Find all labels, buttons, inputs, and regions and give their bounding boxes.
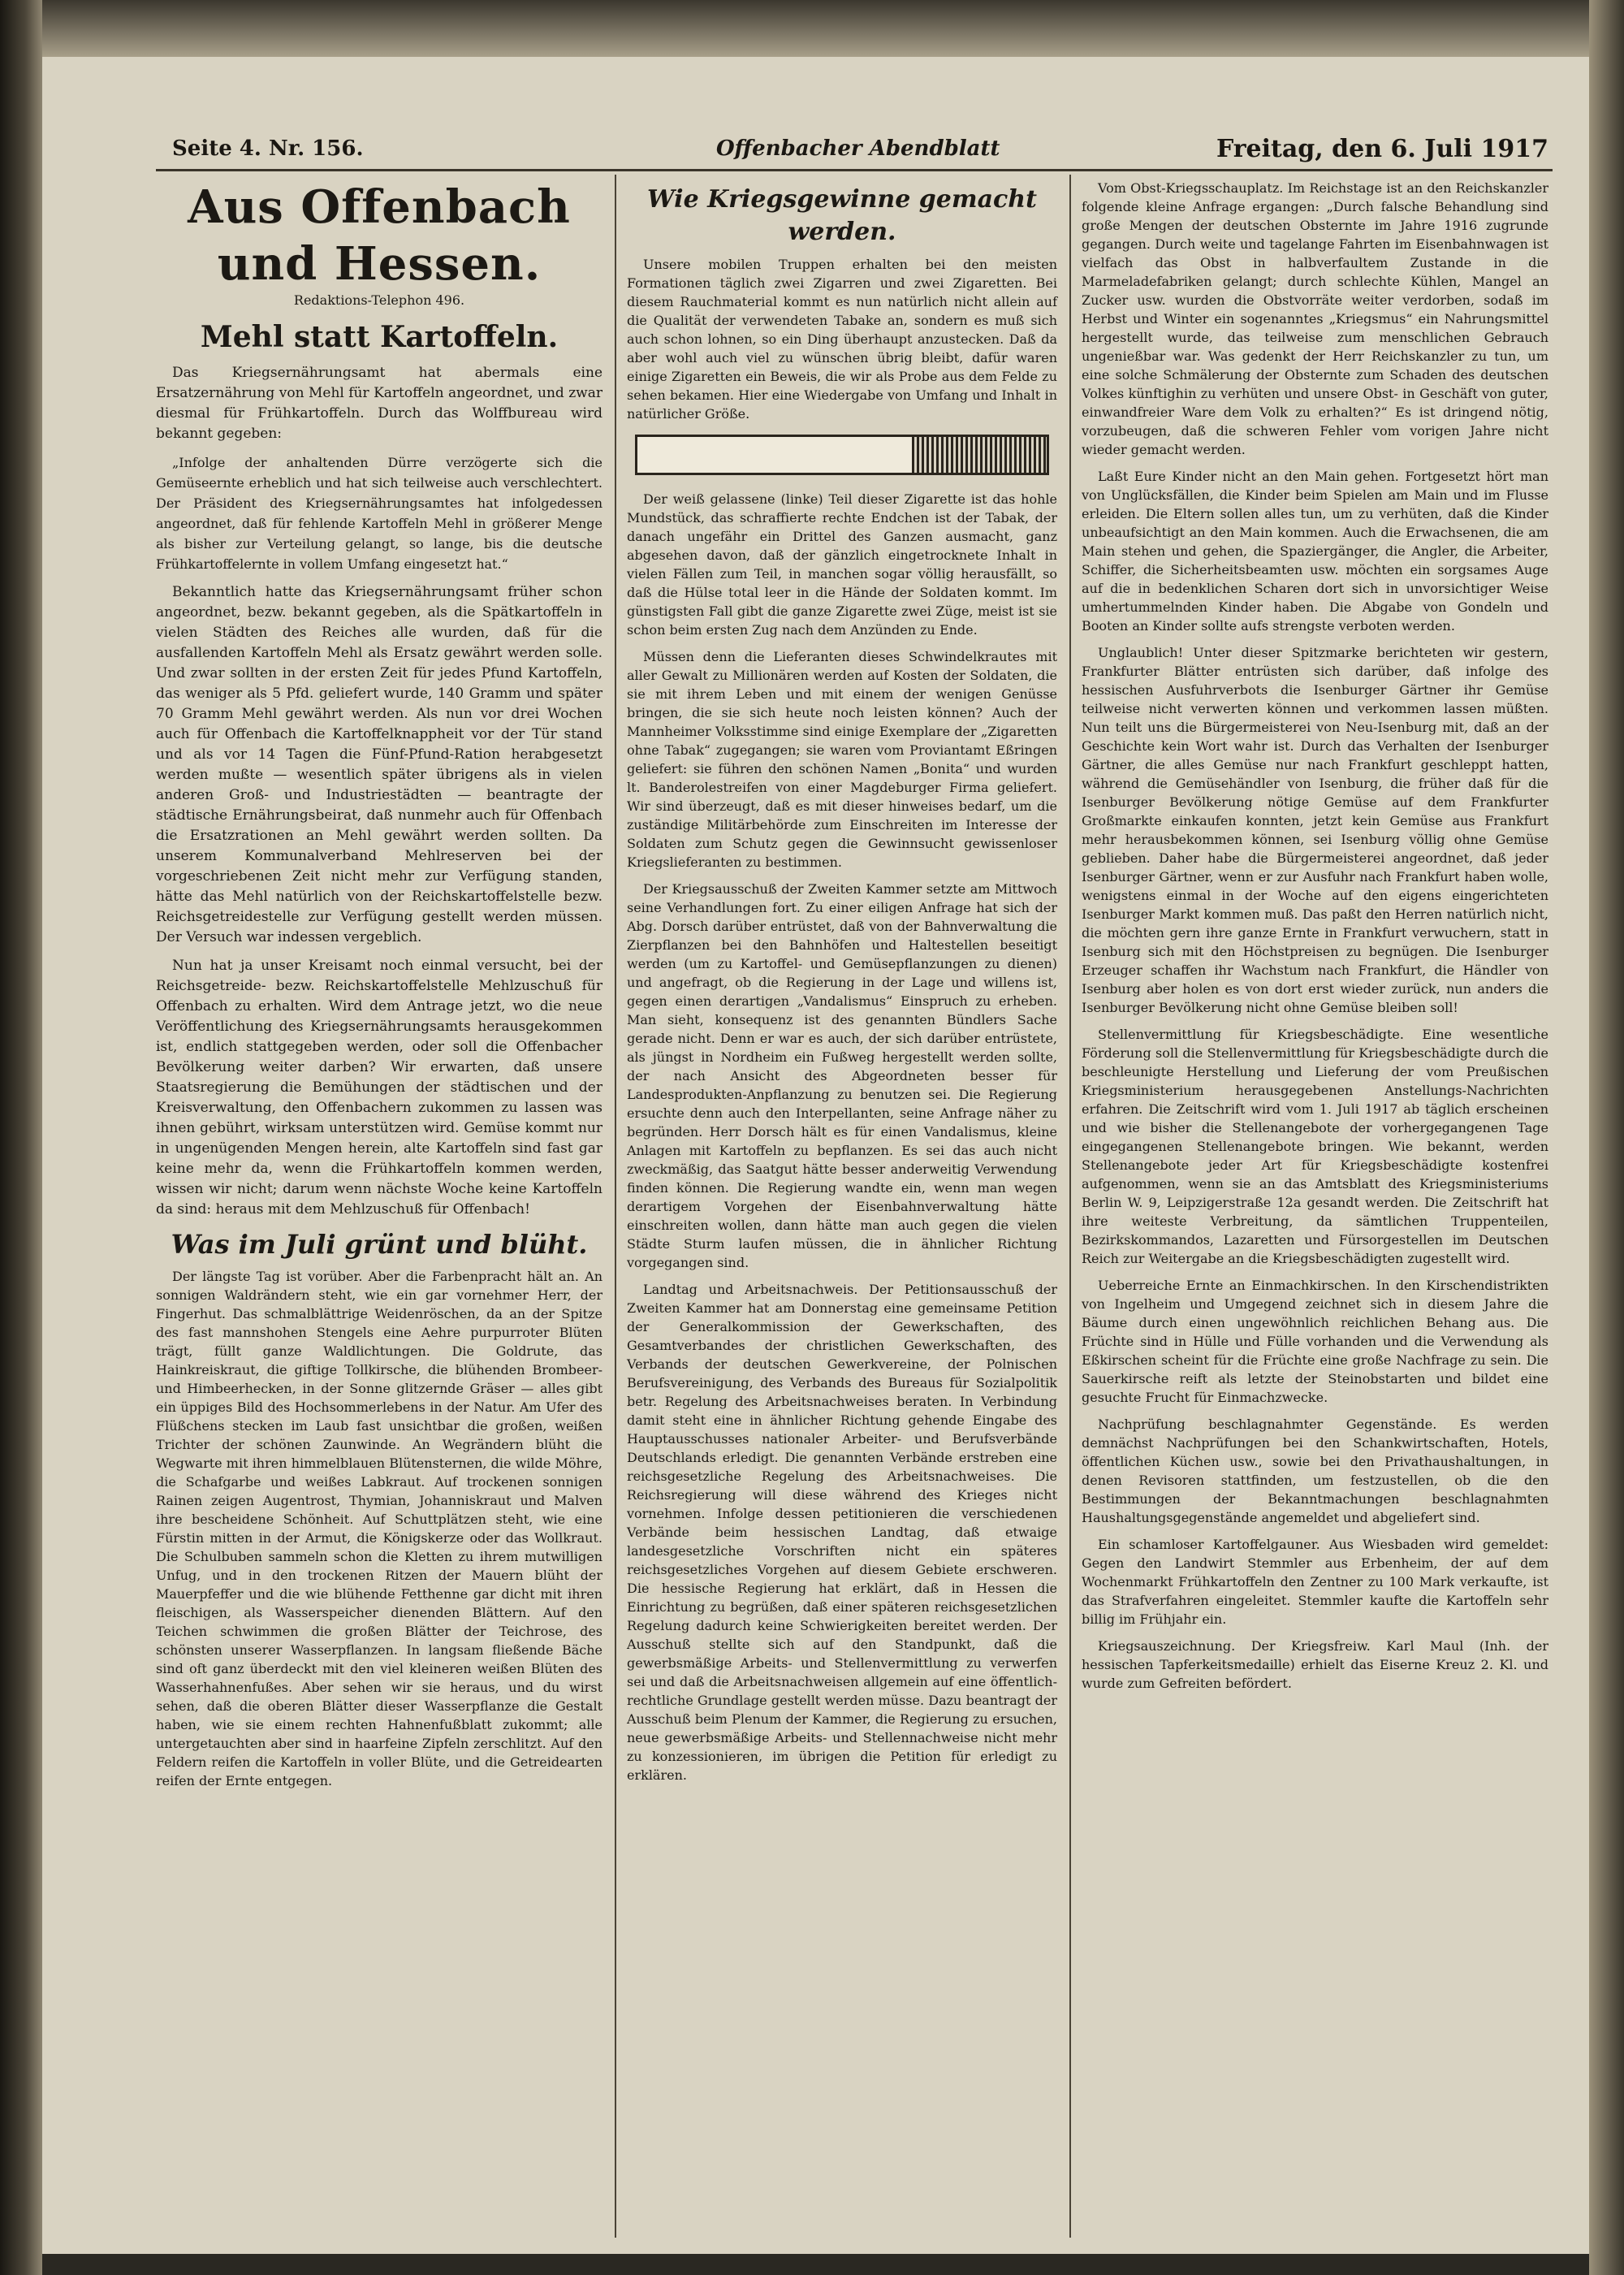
top-edge bbox=[42, 0, 1589, 57]
right-edge bbox=[1589, 0, 1624, 2275]
article-paragraph: Landtag und Arbeitsnachweis. Der Petitionsausschuß der Zweiten Kammer hat am Donnerstag eine gemeinsame Petition der Generalkommission der Gewerkschaften, des Gesamtverbandes der christlichen Gewerkschaften, des Verbands der deutschen Gewerkvereine, der Polnischen Berufsvereinigung, des Verbands des Bureaus für Sozialpolitik betr. Regelung des Arbeitsnachweises beraten. In Verbindung damit steht eine in ähnlicher Richtung gehende Eingabe des Hauptausschusses nationaler Arbeiter- und Berufsverbände Deutschlands erledigt. Die genannten Verbände erstreben eine reichsgesetzliche Regelung des Arbeitsnachweises. Die Reichsregierung will diese während des Krieges nicht vornehmen. Infolge dessen petitionieren die verschiedenen Verbände beim hessischen Landtag, daß etwaige landesgesetzliche Vorschriften nicht ein späteres reichsgesetzliches Vorgehen auf diesem Gebiete erschweren. Die hessische Regierung hat erklärt, daß in Hessen die Einrichtung zu begrüßen, daß einer späteren reichsgesetzlichen Regelung dadurch keine Schwierigkeiten bereitet werden. Der Ausschuß stellte sich auf den Standpunkt, daß die gewerbsmäßige Arbeits- und Stellenvermittlung zu verwerfen sei und daß die Arbeitsnachweisen allgemein auf eine öffentlich-rechtliche Grundlage gestellt werden müsse. Dazu beantragt der Ausschuß beim Plenum der Kammer, die Regierung zu ersuchen, neue gewerbsmäßige Arbeits- und Stellennachweise nicht mehr zu konzessionieren, im übrigen die Petition für erledigt zu erklären. bbox=[627, 1282, 1057, 1783]
article-paragraph: Der längste Tag ist vorüber. Aber die Farbenpracht hält an. An sonnigen Waldrändern steht, wie ein gar vornehmer Herr, der Fingerhut. Das schmalblättrige Weidenröschen, da an der Spitze des fast mannshohen Stengels eine Aehre purpurroter Blüten trägt, füllt ganze Waldlichtungen. Die Goldrute, das Hainkreiskraut, die giftige Tollkirsche, die blühenden Brombeer- und Himbeerhecken, in der Sonne glitzernde Gräser — alles gibt ein üppiges Bild des Hochsommerlebens in der Natur. Am Ufer des Flüßchens stecken im Laub fast unsichtbar die großen, weißen Trichter der schönen Zaunwinde. An Wegrändern blüht die Wegwarte mit ihren himmelblauen Blütensternen, die wilde Möhre, die Schafgarbe und weißes Labkraut. Auf trockenen sonnigen Rainen zeigen Augentrost, Thymian, Johanniskraut und Malven ihre bescheidene Schönheit. Auf Schuttplätzen steht, wie eine Fürstin mitten in der Armut, die Königskerze oder das Wollkraut. Die Schulbuben sammeln schon die Kletten zu ihrem mutwilligen Unfug, und in den trockenen Ritzen der Mauern blüht der Mauerpfeffer und die wie blühende Fetthenne gar dicht mit ihren fleischigen, als Wasserspeicher dienenden Blättern. Auf den Teichen schwimmen die großen Blätter der Teichrose, des schönsten unserer Wasserpflanzen. In langsam fließende Bäche sind oft ganz überdeckt mit den viel kleineren weißen Blüten des Wasserhahnenfußes. Aber sehen wir sie heraus, und du wirst sehen, daß die oberen Blätter dieser Wasserpflanze die Gestalt haben, wie sie einem rechten Hahnenfußblatt zukommt; alle untergetauchten aber sind in haarfeine Zipfeln zerschlitzt. Auf den Feldern reifen die Kartoffeln in voller Blüte, und die Getreidearten reifen der Ernte entgegen. bbox=[156, 1269, 603, 1788]
news-item: Ein schamloser Kartoffelgauner. Aus Wiesbaden wird gemeldet: Gegen den Landwirt Stemmler aus Erbenheim, der auf dem Wochenmarkt Frühkartoffeln den Zentner zu 100 Mark verkaufte, ist das Strafverfahren eingeleitet. Stemmler kaufte die Kartoffeln sehr billig im Frühjahr ein. bbox=[1082, 1537, 1548, 1627]
article-paragraph: Nun hat ja unser Kreisamt noch einmal versucht, bei der Reichsgetreide- bezw. Reichskartoffelstelle Mehlzuschuß für Offenbach zu erhalten. Wird dem Antrage jetzt, wo die neue Veröffentlichung des Kriegsernährungsamts herausgekommen ist, endlich stattgegeben werden, oder soll die Offenbacher Bevölkerung weiter darben? Wir erwarten, daß unsere Staatsregierung die Bemühungen der städtischen und der Kreisverwaltung, den Offenbachern zukommen zu lassen was ihnen gebührt, wirksam unterstützen wird. Gemüse kommt nur in ungenügenden Mengen herein, alte Kartoffeln sind fast gar keine mehr da, wenn die Frühkartoffeln kommen werden, wissen wir nicht; darum wenn nächste Woche keine Kartoffeln da sind: heraus mit dem Mehlzuschuß für Offenbach! bbox=[156, 958, 603, 1218]
column-divider-2 bbox=[1069, 175, 1071, 2238]
article-title-juli: Was im Juli grünt und blüht. bbox=[171, 1229, 588, 1260]
page-number-label: Seite 4. Nr. 156. bbox=[172, 136, 364, 161]
news-item: Unglaublich! Unter dieser Spitzmarke berichteten wir gestern, Frankfurter Blätter entrüsten sich darüber, daß infolge des hessischen Ausfuhrverbots die Isenburger Gärtner ihr Gemüse teilweise nicht verwerten können und verkommen lassen müßten. Nun teilt uns die Bürgermeisterei von Neu-Isenburg mit, daß an der Geschichte kein Wort wahr ist. Durch das Verhalten der Isenburger Gärtner, die alles Gemüse nur nach Frankfurt geschleppt hatten, während die Gemüsehändler von Isenburg, die früher daß für die Isenburger Bevölkerung nötige Gemüse auf dem Frankfurter Großmarkte einkaufen konnten, jetzt kein Gemüse aus Frankfurt mehr herausbekommen können, sei Isenburg völlig ohne Gemüse geblieben. Daher habe die Bürgermeisterei angeordnet, daß jeder Isenburger Gärtner, wenn er zur Ausfuhr nach Frankfurt haben wolle, wenigstens einmal in der Woche auf den eigens eingerichteten Isenburger Markt kommen muß. Das paßt den Herren natürlich nicht, die möchten gern ihre ganze Ernte in Frankfurt verwuchern, statt in Isenburg sich mit den Höchstpreisen zu begnügen. Die Isenburger Erzeuger schaffen ihr Wachstum nach Frankfurt, die Händler von Isenburg aber holen es von dort erst wieder zurück, nun anders die Isenburger Bevölkerung nicht ohne Gemüse bleiben soll! bbox=[1082, 645, 1548, 1015]
column-3 bbox=[1082, 179, 1548, 1701]
section-masthead: Aus Offenbach und Hessen. bbox=[188, 180, 571, 291]
news-item: Kriegsauszeichnung. Der Kriegsfreiw. Karl Maul (Inh. der hessischen Tapferkeitsmedaille) erhielt das Eiserne Kreuz 2. Kl. und wurde zum Gefreiten befördert. bbox=[1082, 1638, 1548, 1691]
news-item: Nachprüfung beschlagnahmter Gegenstände. Es werden demnächst Nachprüfungen bei den Schankwirtschaften, Hotels, öffentlichen Küchen usw., sowie bei den Privathaushaltungen, in denen Revisoren stattfinden, um festzustellen, ob die den Bestimmungen der Bekanntmachungen beschlagnahmten Haushaltungsgegenstände angemeldet und abgeliefert sind. bbox=[1082, 1416, 1548, 1525]
column-1 bbox=[156, 179, 603, 1798]
paper-name: Offenbacher Abendblatt bbox=[716, 136, 1000, 161]
article-paragraph: Der weiß gelassene (linke) Teil dieser Zigarette ist das hohle Mundstück, das schraffierte rechte Endchen ist der Tabak, der danach ungefähr ein Drittel des Ganzen ausmacht, ganz abgesehen davon, daß der gänzlich eingetrocknete Inhalt in vielen Fällen zum Teil, in manchen sogar völlig herausfällt, so daß die Hülse total leer in die Hände der Soldaten kommt. Im günstigsten Fall gibt die ganze Zigarette zwei Züge, meist ist sie schon beim ersten Zug nach dem Anzünden zu Ende. bbox=[627, 491, 1057, 638]
newspaper-page bbox=[42, 57, 1589, 2254]
article-paragraph: Das Kriegsernährungsamt hat abermals eine Ersatzernährung von Mehl für Kartoffeln angeordnet, und zwar diesmal für Frühkartoffeln. Durch das Wolffbureau wird bekannt gegeben: bbox=[156, 365, 603, 442]
news-item: Laßt Eure Kinder nicht an den Main gehen. Fortgesetzt hört man von Unglücksfällen, die Kinder beim Spielen am Main und im Flusse erleiden. Die Eltern sollen alles tun, um zu verhüten, daß die Kinder unbeaufsichtigt an den Main kommen. Auch die Erwachsenen, die am Main stehen und gehen, die Spaziergänger, die Angler, die Arbeiter, Schiffer, die Sicherheitsbeamten usw. möchten ein sorgsames Auge auf die in bedenklichen Scharen dort sich in unvorsichtiger Weise umhertummelnden Kinder haben. Die Abgabe von Gondeln und Booten an Kinder sollte aufs strengste verboten werden. bbox=[1082, 469, 1548, 634]
news-item: Stellenvermittlung für Kriegsbeschädigte. Eine wesentliche Förderung soll die Stellenvermittlung für Kriegsbeschädigte durch die beschleunigte Herstellung und Lieferung der vom Preußischen Kriegsministerium herausgegebenen Anstellungs-Nachrichten erfahren. Die Zeitschrift wird vom 1. Juli 1917 ab täglich erscheinen und wie bisher die Stellenangebote der vorhergegangenen Tage eingegangenen Stellenangebote bringen. Wie bekannt, werden Stellenangebote jeder Art für Kriegsbeschädigte kostenfrei aufgenommen, wenn sie an das Amtsblatt des Kriegsministeriums Berlin W. 9, Leipzigerstraße 12a gesandt werden. Die Zeitschrift hat ihre weiteste Verbreitung, da sämtlichen Truppenteilen, Bezirkskommandos, Lazaretten und Fürsorgestellen im Deutschen Reich zur Weitergabe an die Kriegsbeschädigten zugestellt wird. bbox=[1082, 1027, 1548, 1266]
issue-date: Freitag, den 6. Juli 1917 bbox=[1216, 135, 1548, 163]
header-rule bbox=[156, 169, 1553, 171]
article-quote: „Infolge der anhaltenden Dürre verzögerte sich die Gemüseernte erheblich und hat sich teilweise auch verschlechtert. Der Präsident des Kriegsernährungsamtes hat infolgedessen angeordnet, daß für fehlende Kartoffeln Mehl in größerer Menge als bisher zur Verteilung gelangt, so lange, bis die deutsche Frühkartoffelernte in vollem Umfang eingesetzt hat.“ bbox=[156, 455, 603, 572]
article-title-mehl: Mehl statt Kartoffeln. bbox=[200, 320, 559, 354]
article-paragraph: Müssen denn die Lieferanten dieses Schwindelkrautes mit aller Gewalt zu Millionären werden auf Kosten der Soldaten, die sie mit ihrem Leben und mit einem der wenigen Genüsse bringen, die sie sich heute noch leisten können? Auch der Mannheimer Volksstimme sind einige Exemplare der „Zigaretten ohne Tabak“ zugegangen; sie waren vom Proviantamt Eßringen geliefert: sie führen den schönen Namen „Bonita“ und wurden lt. Banderolestreifen von einer Magdeburger Firma geliefert. Wir sind überzeugt, daß es mit dieser hinweises bedarf, um die zuständige Militärbehörde zum Einschreiten im Interesse der Soldaten zum Schutz gegen die Gewinnsucht gewissenloser Kriegslieferanten zu bestimmen. bbox=[627, 649, 1057, 870]
page-header bbox=[42, 130, 1589, 179]
redaktion-telephone: Redaktions-Telephon 496. bbox=[293, 292, 465, 308]
article-paragraph: Unsere mobilen Truppen erhalten bei den meisten Formationen täglich zwei Zigarren und zwei Zigaretten. Bei diesem Rauchmaterial kommt es nun natürlich nicht allein auf die Qualität der verwendeten Tabake an, sondern es muß sich auch schon lohnen, so ein Ding überhaupt anzustecken. Daß da aber wohl auch viel zu wünschen übrig bleibt, dafür waren einige Zigaretten ein Beweis, die wir als Probe aus dem Felde zu sehen bekamen. Hier eine Wiedergabe von Umfang und Inhalt in natürlicher Größe. bbox=[627, 257, 1057, 422]
news-item: Vom Obst-Kriegsschauplatz. Im Reichstage ist an den Reichskanzler folgende kleine Anfrage ergangen: „Durch falsche Behandlung sind große Mengen der deutschen Obsternte im Jahre 1916 zugrunde gegangen. Durch weite und tagelange Fahrten im Eisenbahnwagen ist vielfach das Obst in halbverfaultem Zustande in die Marmeladefabriken gelangt; durch schlechte Kühlen, Mangel an Zucker usw. wurden die Obstvorräte weiter verdorben, sodaß im Herbst und Winter ein sogenanntes „Kriegsmus“ ein Nahrungsmittel hergestellt wurde, das teilweise zum menschlichen Gebrauch ungenießbar war. Was gedenkt der Herr Reichskanzler zu tun, um eine solche Schmälerung der Obsternte zum Schaden des deutschen Volkes künftighin zu verhüten und unsere Obst- in Geschäft von guter, einwandfreier Ware dem Volk zu erhalten?“ Es ist dringend nötig, vorzubeugen, daß die schweren Fehler vom vorigen Jahre nicht wieder gemacht werden. bbox=[1082, 180, 1548, 457]
cigarette-illustration bbox=[635, 435, 1049, 475]
article-paragraph: Der Kriegsausschuß der Zweiten Kammer setzte am Mittwoch seine Verhandlungen fort. Zu einer eiligen Anfrage hat sich der Abg. Dorsch darüber entrüstet, daß von der Bahnverwaltung die Zierpflanzen bei den Bahnhöfen und Haltestellen beseitigt werden (um zu Kartoffel- und Gemüsepflanzungen zu dienen) und angefragt, ob die Regierung in der Lage und willens ist, gegen einen derartigen „Vandalismus“ Einspruch zu erheben. Man sieht, konsequenz ist des genannten Bündlers Sache gerade nicht. Denn er war es auch, der sich darüber entrüstete, als jüngst in Nordheim ein Fußweg hergestellt werden sollte, der nach Ansicht des Abgeordneten besser für Landesprodukten-Anpflanzung zu benutzen sei. Die Regierung ersuchte denn auch den Interpellanten, seine Anfrage näher zu begründen. Herr Dorsch hält es für einen Vandalismus, kleine Anlagen mit Kartoffeln zu bepflanzen. Es sei das auch nicht zweckmäßig, das Saatgut hätte besser anderweitig Verwendung finden können. Die Regierung wandte ein, wenn man wegen derartigem Vorgehen der Eisenbahnverwaltung hätte einschreiten wollen, dann hätte man auch gegen die vielen Städte Sturm laufen müssen, die in ähnlicher Richtung vorgegangen sind. bbox=[627, 881, 1057, 1270]
article-paragraph: Bekanntlich hatte das Kriegsernährungsamt früher schon angeordnet, bezw. bekannt gegeben, als die Spätkartoffeln in vielen Städten des Reiches alle wurden, daß für die ausfallenden Kartoffeln Mehl als Ersatz gewährt werden solle. Und zwar sollten in der ersten Zeit für jedes Pfund Kartoffeln, das weniger als 5 Pfd. geliefert wurde, 140 Gramm und später 70 Gramm Mehl gewährt werden. Als nun vor drei Wochen auch für Offenbach die Kartoffelknappheit vor der Tür stand und als vor 14 Tagen die Fünf-Pfund-Ration herabgesetzt werden mußte — wesentlich später übrigens als in vielen anderen Groß- und Industriestädten — beantragte der städtische Ernährungsbeirat, daß nunmehr auch für Offenbach die Ersatzrationen an Mehl gewährt werden sollten. Da unserem Kommunalverband Mehlreserven bei der vorgeschriebenen Zeit nicht mehr zur Verfügung standen, hätte das Mehl natürlich von der Reichskartoffelstelle bezw. Reichsgetreidestelle zur Verfügung gestellt werden müssen. Der Versuch war indessen vergeblich. bbox=[156, 584, 603, 945]
column-divider-1 bbox=[615, 175, 616, 2238]
column-2 bbox=[627, 179, 1057, 1793]
news-item: Ueberreiche Ernte an Einmachkirschen. In den Kirschendistrikten von Ingelheim und Umgegend zeichnet sich in diesem Jahre die Bäume durch einen ungewöhnlich reichlichen Behang aus. Die Früchte sind in Hülle und Fülle vorhanden und die Verwendung als Eßkirschen scheint für die Früchte eine große Nachfrage zu sein. Die Sauerkirsche reift als letzte der Steinobstarten und bildet eine gesuchte Frucht für Einmachzwecke. bbox=[1082, 1278, 1548, 1405]
binding-spine bbox=[0, 0, 42, 2275]
article-title-kriegsgewinne: Wie Kriegsgewinne gemacht werden. bbox=[647, 185, 1037, 246]
cigarette-tobacco-portion bbox=[912, 437, 1047, 473]
